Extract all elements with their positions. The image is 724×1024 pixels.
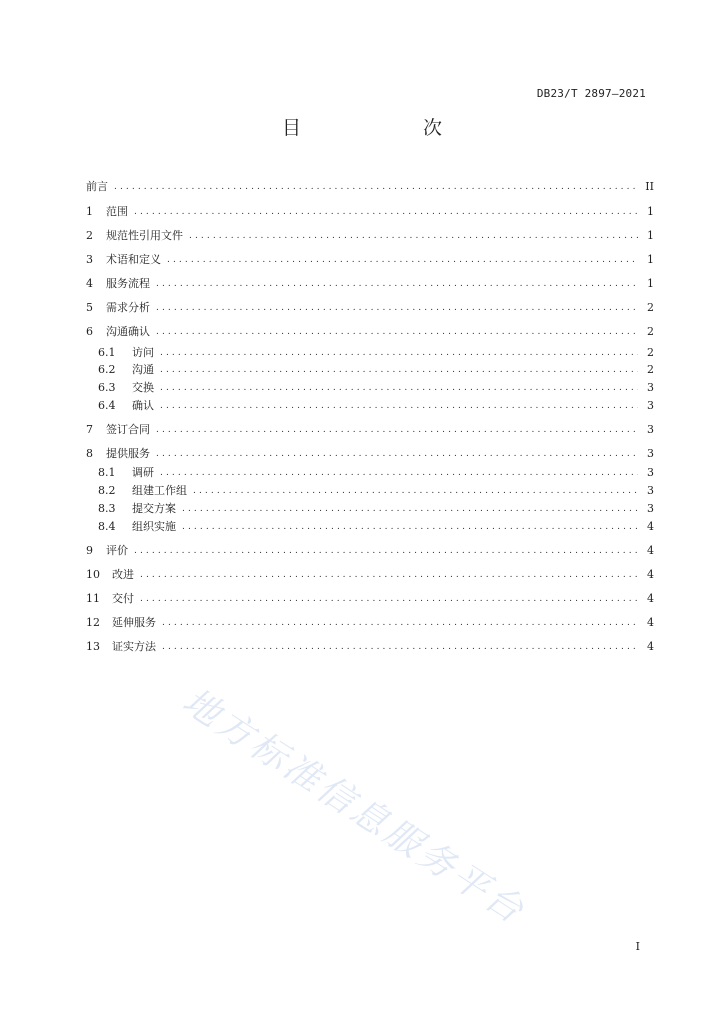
toc-entry-label: 证实方法 [112,640,156,653]
toc-entry-number: 12 [86,616,100,629]
toc-entry-number: 9 [86,544,93,557]
toc-dot-leader [156,324,638,340]
toc-entry-page: 4 [647,592,654,605]
toc-entry[interactable] [86,615,654,631]
toc-dot-leader [140,591,638,607]
toc-entry-number: 4 [86,277,93,290]
toc-entry-label: 组建工作组 [132,484,187,497]
toc-entry[interactable] [86,591,654,607]
toc-entry-number: 1 [86,205,93,218]
toc-entry[interactable] [86,179,654,195]
toc-dot-leader [160,465,638,481]
toc-entry-page: 2 [647,363,654,376]
toc-entry[interactable] [86,324,654,340]
toc-entry-number: 6.2 [98,363,116,376]
toc-entry-page: 1 [647,277,654,290]
toc-entry-page: 3 [647,381,654,394]
toc-entry-number: 6 [86,325,93,338]
toc-entry-label: 需求分析 [106,301,150,314]
toc-entry-number: 13 [86,640,100,653]
toc-entry-page: 3 [647,466,654,479]
toc-dot-leader [134,543,638,559]
page-title: 目 次 [281,117,470,139]
toc-entry-number: 8.1 [98,466,116,479]
toc-entry-number: 8.3 [98,502,116,515]
toc-dot-leader [160,362,638,378]
toc-entry[interactable] [86,639,654,655]
toc-entry-number: 6.1 [98,346,116,359]
toc-entry-page: 4 [647,568,654,581]
toc-entry-label: 调研 [132,466,154,479]
toc-entry-label: 签订合同 [106,423,150,436]
toc-entry-page: 4 [647,640,654,653]
toc-entry-number: 8.2 [98,484,116,497]
toc-entry-label: 沟通 [132,363,154,376]
toc-entry-label: 提供服务 [106,447,150,460]
toc-entry-page: 3 [647,447,654,460]
toc-dot-leader [167,252,638,268]
toc-dot-leader [156,446,638,462]
toc-entry-number: 8 [86,447,93,460]
toc-entry-page: 1 [647,229,654,242]
toc-dot-leader [162,639,638,655]
toc-entry-page: 2 [647,301,654,314]
toc-dot-leader [156,276,638,292]
toc-entry-label: 交付 [112,592,134,605]
toc-entry-page: 2 [647,325,654,338]
toc-entry-page: 3 [647,502,654,515]
toc-entry-page: 4 [647,544,654,557]
toc-entry-number: 5 [86,301,93,314]
toc-entry[interactable] [98,501,654,517]
toc-entry[interactable] [98,483,654,499]
toc-entry-number: 10 [86,568,100,581]
toc-entry[interactable] [86,422,654,438]
toc-entry[interactable] [98,398,654,414]
toc-entry-label: 改进 [112,568,134,581]
toc-entry-page: 1 [647,205,654,218]
toc-entry[interactable] [86,567,654,583]
toc-entry-number: 8.4 [98,520,116,533]
toc-dot-leader [189,228,638,244]
toc-entry-page: 3 [647,399,654,412]
toc-dot-leader [193,483,638,499]
toc-entry-number: 2 [86,229,93,242]
toc-dot-leader [182,501,638,517]
toc-entry[interactable] [98,345,654,361]
toc-entry-label: 规范性引用文件 [106,229,183,242]
toc-dot-leader [140,567,638,583]
toc-entry[interactable] [86,204,654,220]
toc-dot-leader [160,398,638,414]
toc-dot-leader [114,179,638,195]
standard-code: DB23/T 2897—2021 [536,87,646,100]
toc-entry[interactable] [86,228,654,244]
toc-entry[interactable] [86,252,654,268]
toc-entry-number: 3 [86,253,93,266]
toc-entry-page: 2 [647,346,654,359]
toc-entry-page: 3 [647,484,654,497]
toc-entry-label: 访问 [132,346,154,359]
toc-entry[interactable] [86,276,654,292]
toc-entry-page: 3 [647,423,654,436]
toc-entry[interactable] [98,465,654,481]
toc-entry-page: 1 [647,253,654,266]
toc-entry[interactable] [86,446,654,462]
watermark: 地方标准信息服务平台 [175,680,534,934]
toc-entry[interactable] [86,543,654,559]
toc-entry-page: II [645,180,654,193]
toc-entry-label: 范围 [106,205,128,218]
toc-entry[interactable] [98,362,654,378]
toc-entry-label: 服务流程 [106,277,150,290]
toc-entry-label: 沟通确认 [106,325,150,338]
page-number: I [635,940,640,953]
toc-dot-leader [156,300,638,316]
toc-dot-leader [162,615,638,631]
toc-dot-leader [134,204,638,220]
toc-dot-leader [160,380,638,396]
toc-dot-leader [160,345,638,361]
toc-entry[interactable] [98,380,654,396]
toc-entry-label: 交换 [132,381,154,394]
toc-entry-label: 评价 [106,544,128,557]
toc-entry-label: 延伸服务 [112,616,156,629]
toc-entry-page: 4 [647,616,654,629]
toc-entry-page: 4 [647,520,654,533]
toc-entry-number: 6.3 [98,381,116,394]
toc-entry-label: 术语和定义 [106,253,161,266]
toc-entry-label: 提交方案 [132,502,176,515]
toc-entry-label: 前言 [86,180,108,193]
toc-dot-leader [182,519,638,535]
toc-entry-label: 组织实施 [132,520,176,533]
toc-entry-number: 7 [86,423,93,436]
toc-dot-leader [156,422,638,438]
toc-entry-number: 6.4 [98,399,116,412]
toc-entry[interactable] [86,300,654,316]
toc-entry-number: 11 [86,592,100,605]
toc-entry[interactable] [98,519,654,535]
toc-entry-label: 确认 [132,399,154,412]
